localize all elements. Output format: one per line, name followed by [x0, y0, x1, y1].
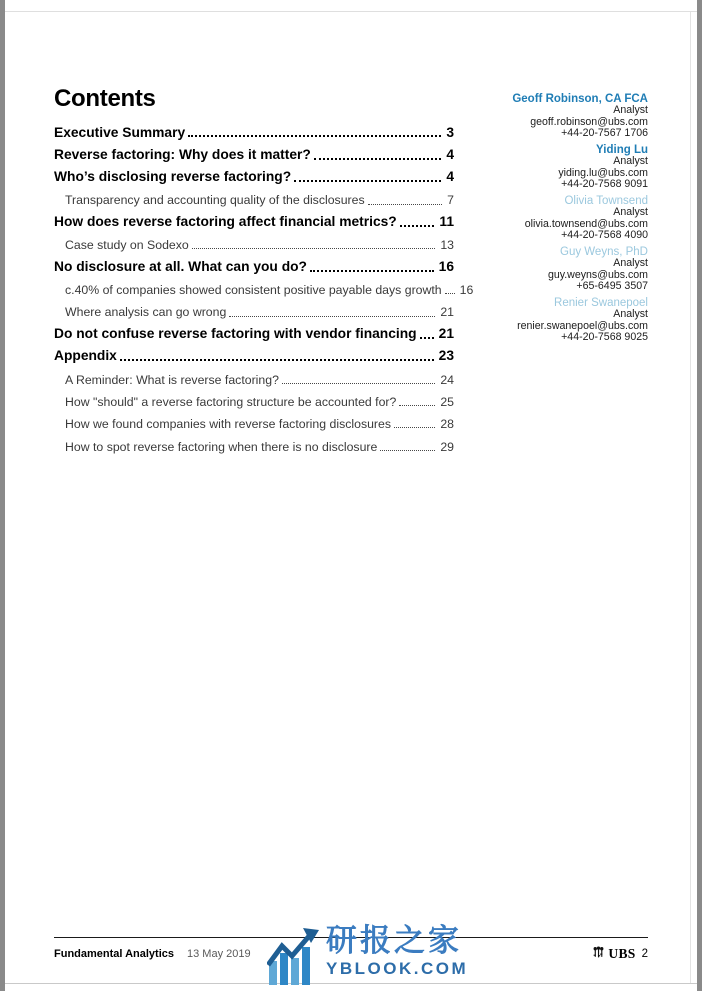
analyst-name: Olivia Townsend	[564, 194, 648, 207]
toc-entry-page: 16	[438, 258, 454, 274]
toc-entry[interactable]	[54, 320, 454, 342]
toc-entry-label: Case study on Sodexo	[65, 238, 189, 253]
toc-entry[interactable]	[54, 431, 454, 453]
toc-dot-leader	[368, 204, 443, 205]
toc-entry-label: c.40% of companies showed consistent positive payable days growth	[65, 282, 442, 297]
toc-entry[interactable]	[54, 185, 454, 207]
page-border-left	[0, 0, 5, 991]
toc-entry-page: 16	[459, 282, 474, 297]
analyst-block	[473, 93, 648, 140]
toc-entry[interactable]	[54, 409, 454, 431]
toc-dot-leader	[400, 225, 435, 227]
page-title: Contents	[54, 85, 156, 112]
analyst-phone: +44-20-7567 1706	[561, 127, 648, 140]
toc-entry[interactable]	[54, 275, 474, 297]
analyst-email[interactable]: guy.weyns@ubs.com	[547, 268, 648, 281]
toc-entry-label: How to spot reverse factoring when there is no disclosure	[65, 439, 378, 454]
toc-entry-label: Transparency and accounting quality of the disclosures	[65, 193, 365, 208]
analyst-email[interactable]: yiding.lu@ubs.com	[558, 166, 648, 179]
analyst-role: Analyst	[613, 104, 648, 117]
toc-entry[interactable]	[54, 252, 454, 274]
toc-dot-leader	[294, 180, 441, 182]
analyst-role: Analyst	[613, 155, 648, 168]
toc-dot-leader	[310, 270, 434, 272]
table-of-contents	[54, 118, 474, 454]
toc-entry-label: Executive Summary	[54, 124, 186, 140]
toc-dot-leader	[314, 158, 441, 160]
toc-entry[interactable]	[54, 118, 454, 140]
toc-entry-page: 3	[446, 124, 454, 140]
analyst-block	[473, 144, 648, 191]
analyst-email[interactable]: olivia.townsend@ubs.com	[524, 217, 648, 230]
analyst-name: Geoff Robinson, CA FCA	[512, 93, 648, 105]
report-series-label: Fundamental Analytics	[54, 947, 175, 960]
right-margin-divider	[690, 12, 691, 983]
toc-dot-leader	[380, 450, 435, 451]
ybook-watermark	[267, 924, 468, 990]
toc-entry[interactable]	[54, 297, 454, 319]
analyst-phone: +44-20-7568 4090	[561, 229, 648, 242]
toc-entry-page: 7	[447, 193, 454, 208]
toc-entry[interactable]	[54, 230, 454, 252]
analyst-contact-list	[473, 93, 648, 348]
watermark-text	[326, 924, 468, 978]
toc-entry-label: How "should" a reverse factoring structure be accounted for?	[65, 394, 397, 409]
toc-entry-page: 13	[440, 238, 454, 253]
toc-entry-page: 23	[438, 348, 454, 364]
toc-entry-label: Do not confuse reverse factoring with vendor financing	[54, 326, 417, 342]
toc-entry-label: Where analysis can go wrong	[65, 305, 227, 320]
analyst-role: Analyst	[613, 206, 648, 219]
toc-dot-leader	[399, 405, 435, 406]
analyst-block	[473, 297, 648, 344]
analyst-block	[473, 246, 648, 293]
analyst-role: Analyst	[613, 257, 648, 270]
analyst-name: Yiding Lu	[596, 143, 648, 156]
toc-entry[interactable]	[54, 364, 454, 386]
analyst-email[interactable]: geoff.robinson@ubs.com	[530, 115, 648, 128]
toc-entry-page: 21	[440, 305, 454, 320]
toc-entry-page: 28	[440, 417, 454, 432]
toc-entry-label: How we found companies with reverse factoring disclosures	[65, 417, 392, 432]
toc-entry-page: 21	[438, 326, 454, 342]
toc-entry-label: Reverse factoring: Why does it matter?	[54, 146, 311, 162]
toc-entry-label: No disclosure at all. What can you do?	[54, 258, 307, 274]
bar-chart-up-arrow-icon	[267, 927, 319, 990]
toc-entry-page: 24	[440, 372, 454, 387]
report-date: 13 May 2019	[187, 947, 251, 960]
toc-dot-leader	[229, 316, 435, 317]
toc-entry-label: Appendix	[54, 348, 117, 364]
watermark-site-url: YBLOOK.COM	[326, 959, 469, 978]
toc-dot-leader	[420, 337, 434, 339]
ubs-wordmark: UBS	[608, 945, 636, 961]
analyst-block	[473, 195, 648, 242]
analyst-phone: +44-20-7568 9091	[561, 178, 648, 191]
toc-entry[interactable]	[54, 387, 454, 409]
analyst-phone: +65-6495 3507	[576, 280, 648, 293]
toc-entry-label: A Reminder: What is reverse factoring?	[65, 372, 279, 387]
analyst-email[interactable]: renier.swanepoel@ubs.com	[517, 319, 648, 332]
toc-entry[interactable]	[54, 140, 454, 162]
page-number: 2	[641, 947, 648, 960]
toc-entry[interactable]	[54, 342, 454, 364]
page-border-right	[697, 0, 702, 991]
toc-dot-leader	[282, 383, 435, 384]
ubs-keys-logo-icon	[592, 946, 605, 962]
toc-dot-leader	[394, 427, 435, 428]
toc-entry[interactable]	[54, 163, 454, 185]
watermark-chinese-text: 研报之家	[326, 923, 462, 958]
toc-entry-label: How does reverse factoring affect financial metrics?	[54, 214, 397, 230]
toc-entry-page: 25	[440, 394, 454, 409]
toc-entry-page: 29	[440, 439, 454, 454]
toc-dot-leader	[188, 135, 441, 137]
toc-entry-label: Who’s disclosing reverse factoring?	[54, 169, 292, 185]
toc-entry-page: 4	[446, 169, 454, 185]
toc-dot-leader	[445, 293, 455, 294]
analyst-name: Guy Weyns, PhD	[560, 245, 648, 258]
toc-entry[interactable]	[54, 208, 454, 230]
analyst-name: Renier Swanepoel	[554, 296, 648, 309]
analyst-phone: +44-20-7568 9025	[561, 331, 648, 344]
toc-entry-page: 4	[446, 146, 454, 162]
analyst-role: Analyst	[613, 308, 648, 321]
page-border-top	[5, 11, 697, 12]
toc-entry-page: 11	[439, 214, 454, 230]
toc-dot-leader	[120, 359, 434, 361]
toc-dot-leader	[192, 248, 436, 249]
footer-brand-group	[592, 945, 648, 962]
